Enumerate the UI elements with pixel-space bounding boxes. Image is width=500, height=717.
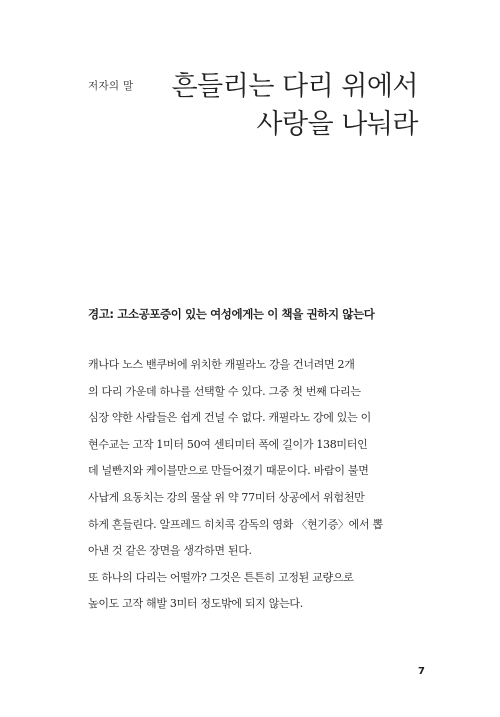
warning-subtitle: 경고: 고소공포증이 있는 여성에게는 이 책을 권하지 않는다 <box>88 307 375 321</box>
body-line: 데 널빤지와 케이블만으로 만들어졌기 때문이다. 바람이 불면 <box>88 464 369 478</box>
chapter-title-line-1: 흔들리는 다리 위에서 <box>171 71 418 102</box>
body-paragraphs <box>88 352 430 618</box>
body-line: 하게 흔들린다. 알프레드 히치콕 감독의 영화 〈현기증〉에서 뽑 <box>88 517 383 531</box>
body-line: 높이도 고작 해발 3미터 정도밖에 되지 않는다. <box>88 597 303 611</box>
page-number: 7 <box>418 666 425 677</box>
body-line: 또 하나의 다리는 어떨까? 그것은 튼튼히 고정된 교량으로 <box>88 570 354 584</box>
chapter-title <box>172 68 418 144</box>
body-line: 의 다리 가운데 하나를 선택할 수 있다. 그중 첫 번째 다리는 <box>88 384 361 398</box>
body-line: 캐나다 노스 밴쿠버에 위치한 캐필라노 강을 건너려면 2개 <box>88 358 355 371</box>
body-line: 심장 약한 사람들은 쉽게 건널 수 없다. 캐필라노 강에 있는 이 <box>88 411 371 425</box>
section-label: 저자의 말 <box>88 80 134 92</box>
body-line: 현수교는 고작 1미터 50여 센티미터 폭에 길이가 138미터인 <box>88 437 368 451</box>
chapter-title-line-2: 사랑을 나눠라 <box>256 109 418 140</box>
body-line: 사납게 요동치는 강의 물살 위 약 77미터 상공에서 위험천만 <box>88 490 365 504</box>
body-line: 아낸 것 같은 장면을 생각하면 된다. <box>88 544 252 558</box>
